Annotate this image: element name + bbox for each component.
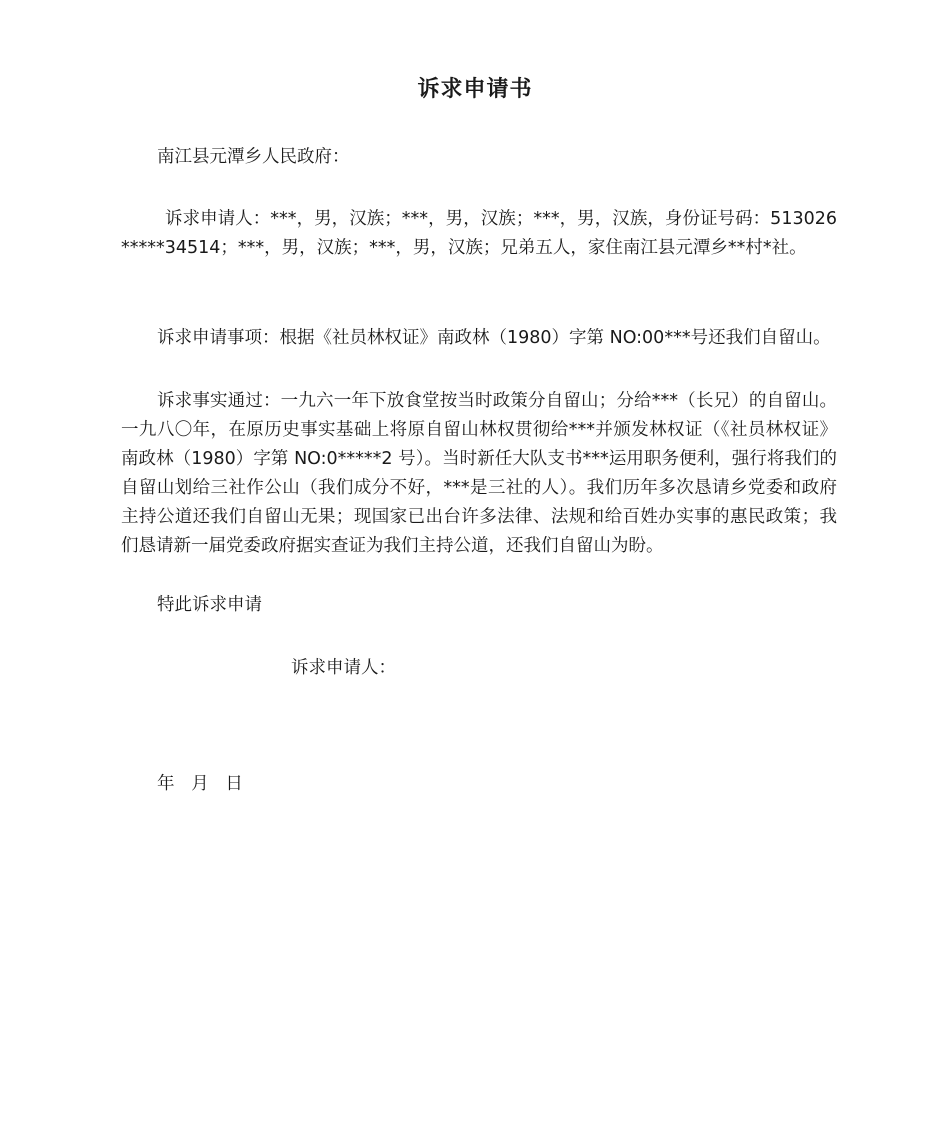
applicants-paragraph: 诉求申请人：***，男，汉族；***，男，汉族；***，男，汉族，身份证号码：513026*****34514；***，男，汉族；***，男，汉族；兄弟五人，家住南江县元潭乡**村*社。 [121,209,837,258]
signature-label: 诉求申请人： [291,658,396,678]
date-line: 年 月 日 [157,774,243,794]
facts-paragraph: 诉求事实通过：一九六一年下放食堂按当时政策分自留山；分给***（长兄）的自留山。一九八〇年，在原历史事实基础上将原自留山林权贯彻给***并颁发林权证（《社员林权证》南政林（1980）字第 NO:0*****2 号）。当时新任大队支书***运用职务便利，强行将我们的自留山划给三社作公山（我们成分不好，***是三社的人）。我们历年多次恳请乡党委和政府主持公道还我们自留山无果；现国家已出台许多法律、法规和给百姓办实事的惠民政策；我们恳请新一届党委政府据实查证为我们主持公道，还我们自留山为盼。 [121,391,837,556]
addressee: 南江县元潭乡人民政府： [157,147,350,167]
closing-line: 特此诉求申请 [157,595,262,615]
document-title: 诉求申请书 [417,77,533,102]
request-items-paragraph: 诉求申请事项：根据《社员林权证》南政林（1980）字第 NO:00***号还我们自留山。 [157,328,831,348]
